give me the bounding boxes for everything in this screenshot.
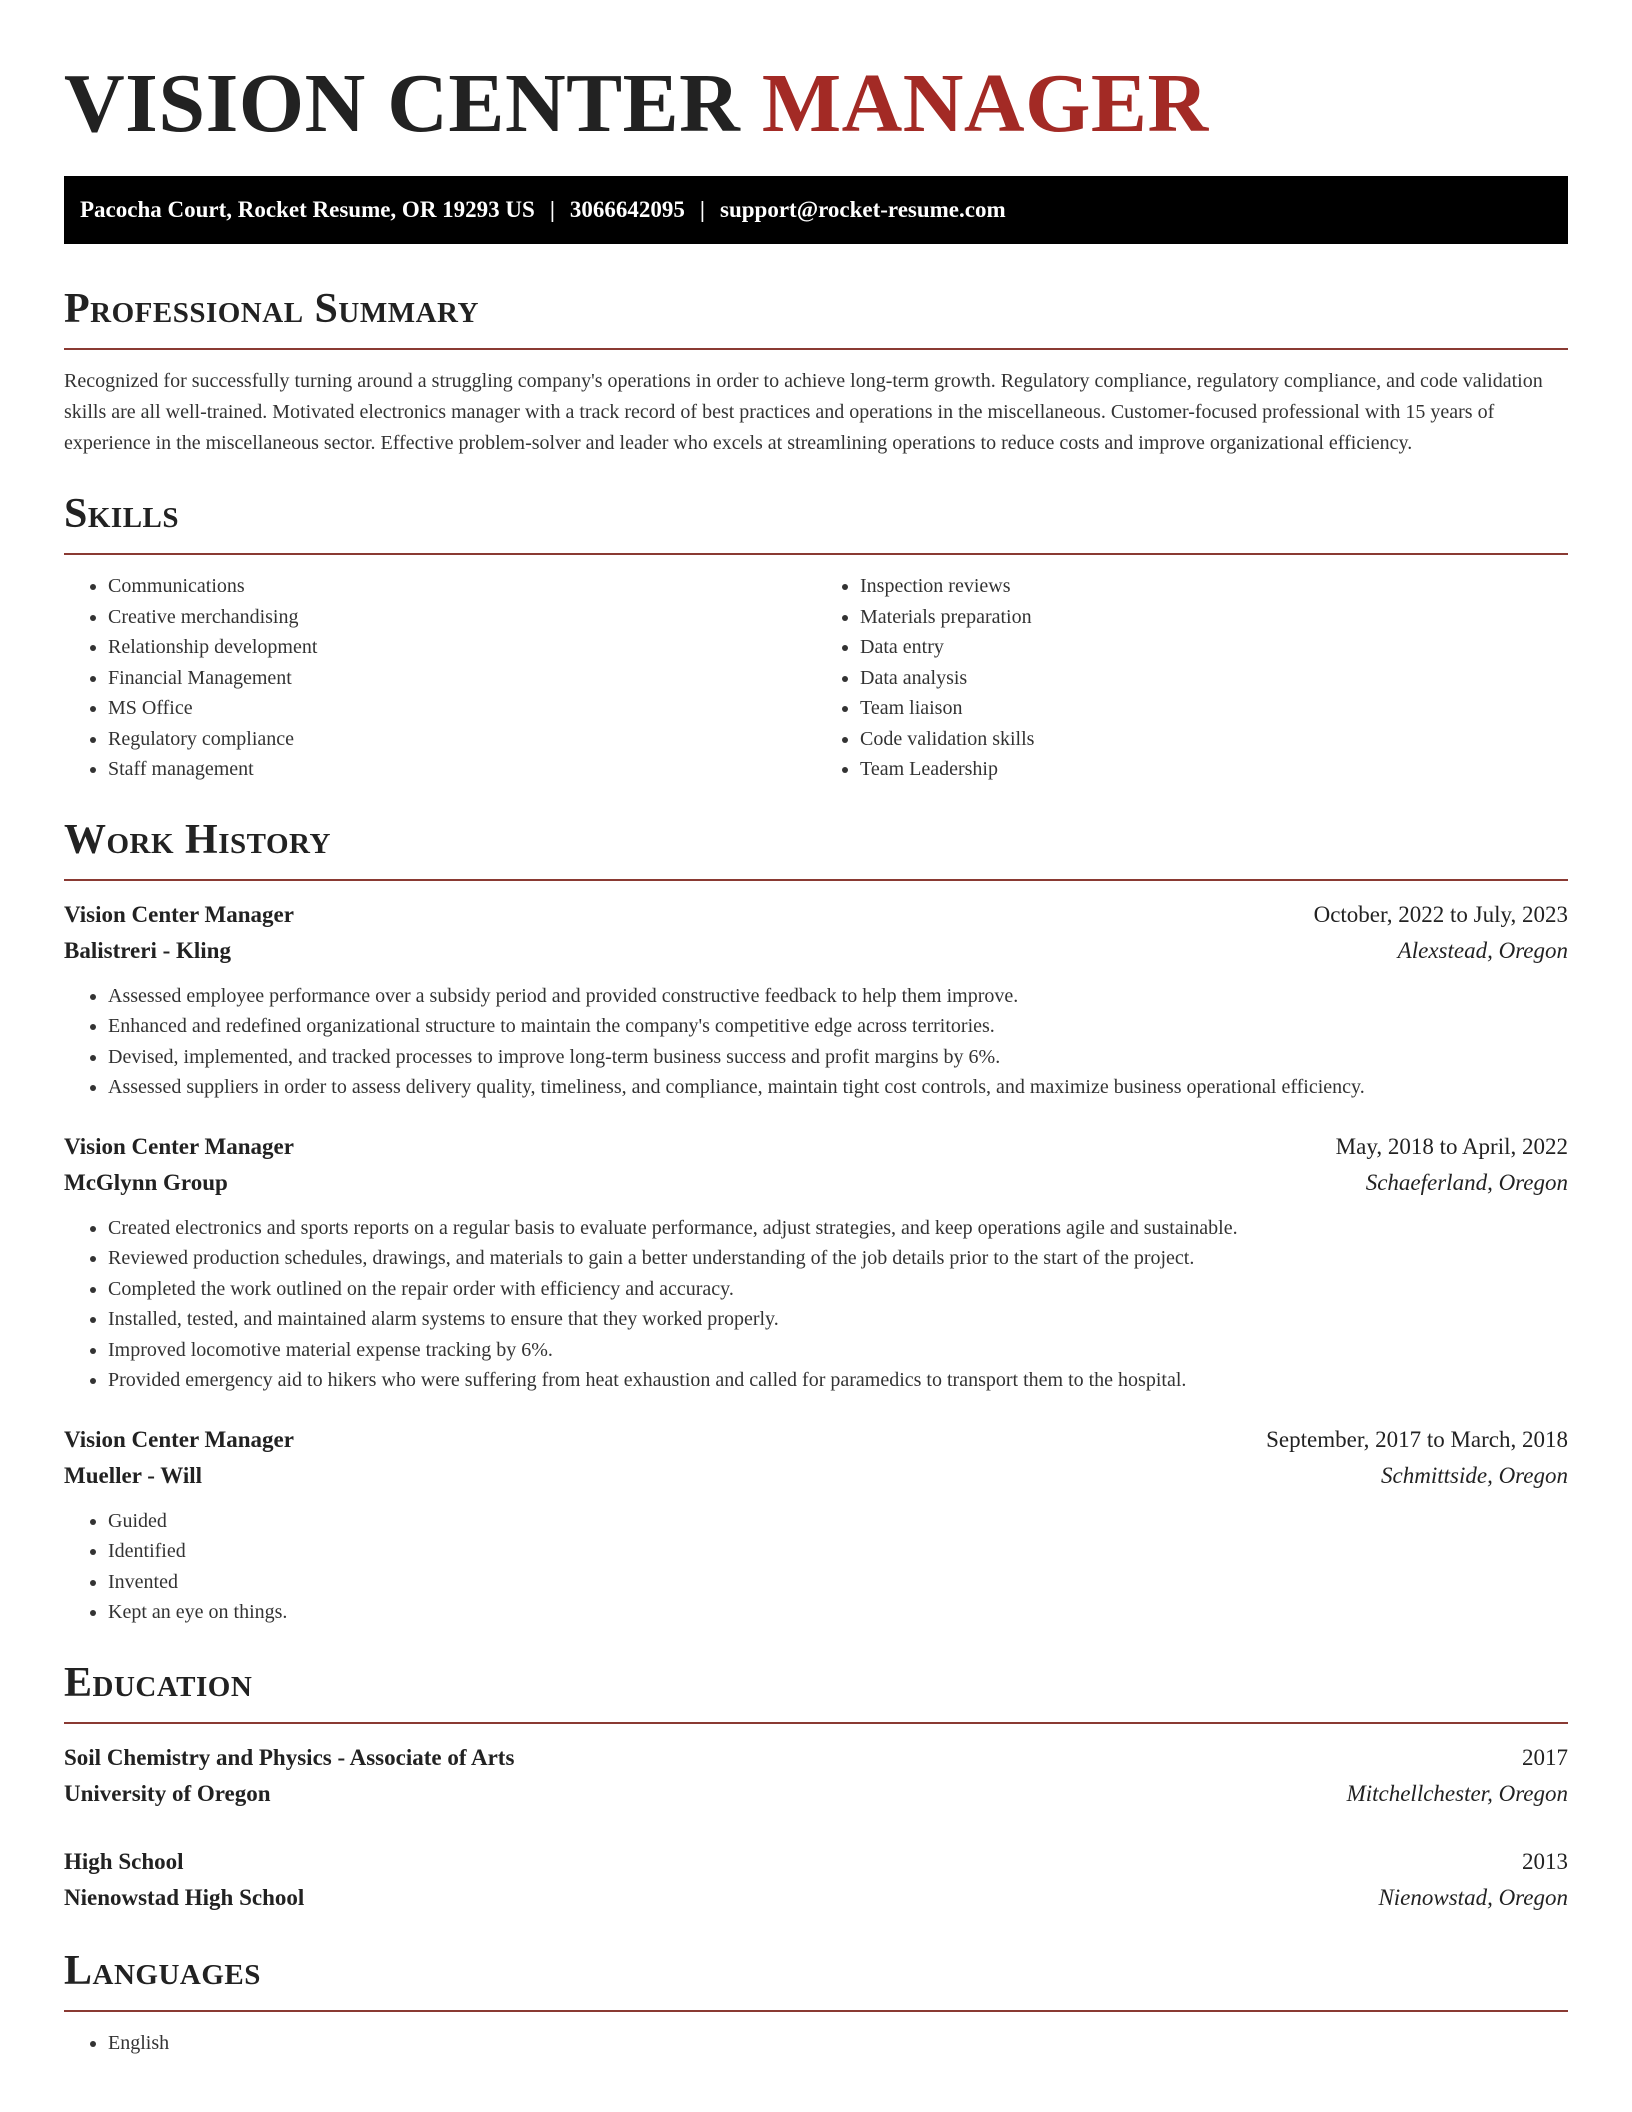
job-role: Vision Center Manager bbox=[64, 1133, 294, 1159]
list-item: • Kept an eye on things. bbox=[108, 1597, 1568, 1628]
list-item: • Team liaison bbox=[860, 693, 1568, 724]
list-item: • Communications bbox=[108, 571, 816, 602]
list-item: • English bbox=[108, 2028, 1568, 2059]
section-divider bbox=[64, 879, 1568, 881]
languages-list bbox=[64, 2028, 1568, 2059]
job-entry bbox=[64, 897, 1568, 1103]
work-section bbox=[64, 815, 1568, 1628]
name-last: MANAGER bbox=[761, 57, 1209, 150]
education-school: University of Oregon bbox=[64, 1780, 271, 1806]
job-bullets bbox=[64, 1213, 1568, 1396]
summary-title: Professional Summary bbox=[64, 286, 479, 332]
list-item: • Relationship development bbox=[108, 632, 816, 663]
list-item: • Assessed employee performance over a subsidy period and provided constructive feedback to help them improve. bbox=[108, 981, 1568, 1012]
list-item: • Completed the work outlined on the repair order with efficiency and accuracy. bbox=[108, 1274, 1568, 1305]
list-item: • Created electronics and sports reports on a regular basis to evaluate performance, adjust strategies, and keep operations agile and sustainable. bbox=[108, 1213, 1568, 1244]
contact-phone: 3066642095 bbox=[569, 197, 685, 222]
education-degree: High School bbox=[64, 1848, 184, 1874]
list-item: • Assessed suppliers in order to assess delivery quality, timeliness, and compliance, maintain tight cost controls, and maximize business operational efficiency. bbox=[108, 1072, 1568, 1103]
education-degree-row bbox=[64, 1844, 1568, 1880]
section-divider bbox=[64, 553, 1568, 555]
job-company: Mueller - Will bbox=[64, 1462, 202, 1488]
skills-title: Skills bbox=[64, 491, 180, 537]
section-divider bbox=[64, 2010, 1568, 2012]
job-location: Schaeferland, Oregon bbox=[1365, 1169, 1568, 1195]
job-entry bbox=[64, 1129, 1568, 1396]
list-item: • Creative merchandising bbox=[108, 602, 816, 633]
job-company: McGlynn Group bbox=[64, 1169, 228, 1195]
section-divider bbox=[64, 1722, 1568, 1724]
list-item: • Materials preparation bbox=[860, 602, 1568, 633]
job-dates: September, 2017 to March, 2018 bbox=[1266, 1426, 1568, 1452]
list-item: • Regulatory compliance bbox=[108, 724, 816, 755]
job-bullets bbox=[64, 1506, 1568, 1628]
list-item: • Provided emergency aid to hikers who were suffering from heat exhaustion and called for paramedics to transport them to the hospital. bbox=[108, 1365, 1568, 1396]
contact-separator: | bbox=[699, 197, 705, 222]
job-dates: October, 2022 to July, 2023 bbox=[1313, 901, 1568, 927]
education-title: Education bbox=[64, 1659, 253, 1706]
skills-list-right bbox=[816, 571, 1568, 785]
education-year: 2017 bbox=[1522, 1744, 1568, 1770]
list-item: • Inspection reviews bbox=[860, 571, 1568, 602]
skills-columns bbox=[64, 571, 1568, 785]
education-school: Nienowstad High School bbox=[64, 1884, 305, 1910]
list-item: • Team Leadership bbox=[860, 754, 1568, 785]
job-location: Alexstead, Oregon bbox=[1397, 937, 1568, 963]
summary-section bbox=[64, 284, 1568, 459]
job-header-row bbox=[64, 1129, 1568, 1165]
name-first: VISION CENTER bbox=[64, 57, 741, 150]
job-dates: May, 2018 to April, 2022 bbox=[1335, 1133, 1568, 1159]
list-item: • Guided bbox=[108, 1506, 1568, 1537]
education-location: Nienowstad, Oregon bbox=[1378, 1884, 1568, 1910]
list-item: • Enhanced and redefined organizational structure to maintain the company's competitive edge across territories. bbox=[108, 1011, 1568, 1042]
education-section bbox=[64, 1658, 1568, 1916]
list-item: • Financial Management bbox=[108, 663, 816, 694]
skills-section bbox=[64, 489, 1568, 785]
job-company-row bbox=[64, 1165, 1568, 1201]
job-company-row bbox=[64, 933, 1568, 969]
job-header-row bbox=[64, 897, 1568, 933]
contact-bar bbox=[64, 176, 1568, 244]
section-divider bbox=[64, 348, 1568, 350]
contact-email: support@rocket-resume.com bbox=[720, 197, 1006, 222]
list-item: • Reviewed production schedules, drawings, and materials to gain a better understanding of the job details prior to the start of the project. bbox=[108, 1243, 1568, 1274]
list-item: • Devised, implemented, and tracked processes to improve long-term business success and profit margins by 6%. bbox=[108, 1042, 1568, 1073]
job-location: Schmittside, Oregon bbox=[1381, 1462, 1568, 1488]
education-location: Mitchellchester, Oregon bbox=[1346, 1780, 1568, 1806]
list-item: • Improved locomotive material expense tracking by 6%. bbox=[108, 1335, 1568, 1366]
job-header-row bbox=[64, 1422, 1568, 1458]
education-degree: Soil Chemistry and Physics - Associate of Arts bbox=[64, 1744, 515, 1770]
languages-section bbox=[64, 1946, 1568, 2059]
contact-separator: | bbox=[549, 197, 555, 222]
work-title: Work History bbox=[64, 816, 331, 863]
education-entry bbox=[64, 1844, 1568, 1916]
job-role: Vision Center Manager bbox=[64, 1426, 294, 1452]
resume-name-heading bbox=[64, 56, 1568, 152]
list-item: • Data entry bbox=[860, 632, 1568, 663]
list-item: • Identified bbox=[108, 1536, 1568, 1567]
job-company: Balistreri - Kling bbox=[64, 937, 231, 963]
list-item: • Code validation skills bbox=[860, 724, 1568, 755]
list-item: • MS Office bbox=[108, 693, 816, 724]
contact-address: Pacocha Court, Rocket Resume, OR 19293 US bbox=[80, 197, 535, 222]
education-entry bbox=[64, 1740, 1568, 1812]
education-school-row bbox=[64, 1776, 1568, 1812]
education-year: 2013 bbox=[1522, 1848, 1568, 1874]
languages-title: Languages bbox=[64, 1947, 261, 1994]
list-item: • Installed, tested, and maintained alarm systems to ensure that they worked properly. bbox=[108, 1304, 1568, 1335]
job-bullets bbox=[64, 981, 1568, 1103]
list-item: • Data analysis bbox=[860, 663, 1568, 694]
summary-text: Recognized for successfully turning around a struggling company's operations in order to achieve long-term growth. Regulatory compliance, regulatory compliance, and code validation skills are all well-trained. Motivated electronics manager with a track record of best practices and operations in the miscellaneous. Customer-focused professional with 15 years of experience in the miscellaneous sector. Effective problem-solver and leader who excels at streamlining operations to reduce costs and improve organizational efficiency. bbox=[64, 370, 1543, 454]
skills-list-left bbox=[64, 571, 816, 785]
education-school-row bbox=[64, 1880, 1568, 1916]
list-item: • Staff management bbox=[108, 754, 816, 785]
job-company-row bbox=[64, 1458, 1568, 1494]
job-entry bbox=[64, 1422, 1568, 1628]
education-degree-row bbox=[64, 1740, 1568, 1776]
list-item: • Invented bbox=[108, 1567, 1568, 1598]
job-role: Vision Center Manager bbox=[64, 901, 294, 927]
